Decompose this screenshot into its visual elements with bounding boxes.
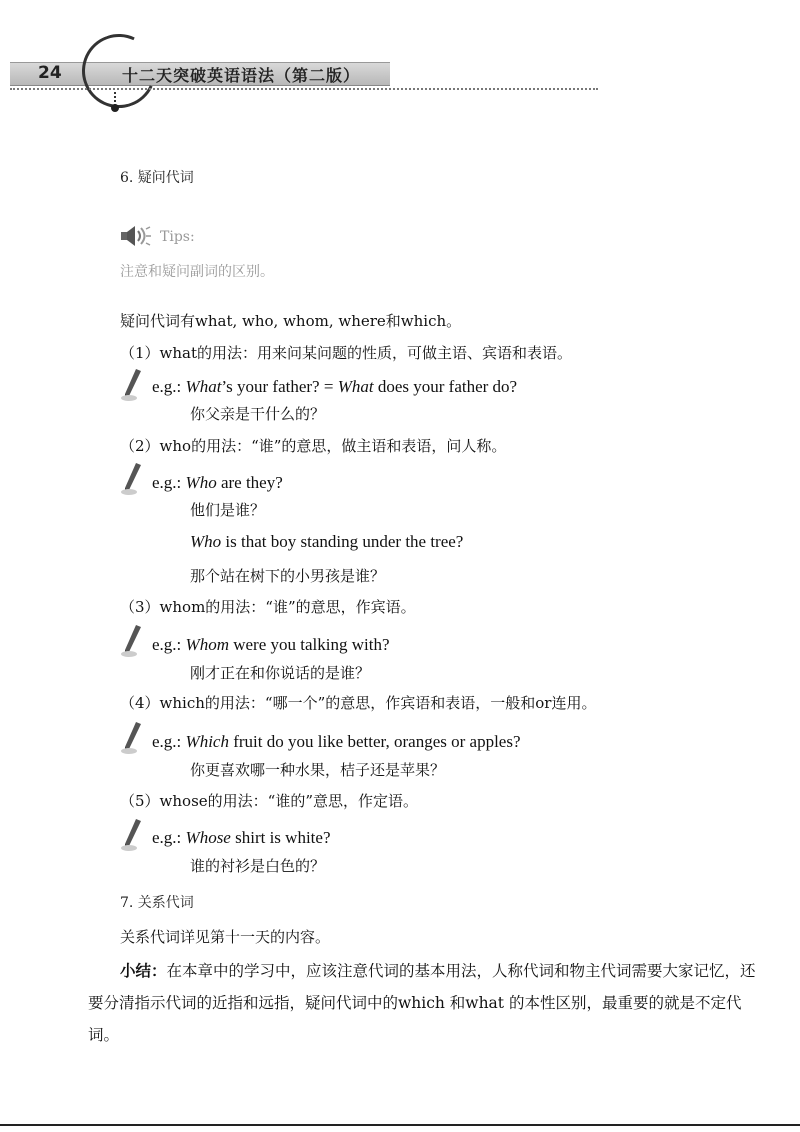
speaker-icon — [119, 224, 155, 248]
summary-label: 小结： — [120, 961, 167, 980]
item-1-label: （1）what的用法：用来问某问题的性质，可做主语、宾语和表语。 — [120, 344, 573, 362]
example-sentence: Who is that boy standing under the tree? — [190, 532, 464, 551]
section-7-text: 关系代词详见第十一天的内容。 — [120, 928, 331, 946]
item-4-label: （4）which的用法：“哪一个”的意思，作宾语和表语，一般和or连用。 — [120, 694, 597, 712]
header-dotted-rule — [10, 88, 598, 90]
pencil-icon — [120, 462, 144, 496]
footer-rule — [0, 1124, 800, 1126]
example-sentence: e.g.: Which fruit do you like better, oranges or apples? — [152, 732, 521, 751]
example-translation: 谁的衬衫是白色的？ — [190, 857, 326, 875]
section-6-intro: 疑问代词有what, who, whom, where和which。 — [120, 312, 462, 330]
example-translation: 他们是谁？ — [190, 501, 266, 519]
item-5-label: （5）whose的用法：“谁的”意思，作定语。 — [120, 792, 418, 810]
pencil-icon — [120, 721, 144, 755]
example-translation: 你父亲是干什么的？ — [190, 405, 326, 423]
page-number: 24 — [38, 63, 62, 83]
example-sentence: e.g.: What’s your father? = What does your father do? — [152, 377, 518, 396]
summary-text: 在本章中的学习中，应该注意代词的基本用法，人称代词和物主代词需要大家记忆，还要分清指示代词的近指和远指，疑问代词中的which 和what 的本性区别，最重要的就是不定代词。 — [88, 962, 756, 1044]
example-translation: 刚才正在和你说话的是谁？ — [190, 664, 371, 682]
pencil-icon — [120, 368, 144, 402]
summary-paragraph — [88, 955, 768, 1051]
example-translation: 那个站在树下的小男孩是谁？ — [190, 567, 386, 585]
example-sentence: e.g.: Whom were you talking with? — [152, 635, 390, 654]
tips-label: Tips: — [160, 229, 195, 245]
section-7-heading: 7. 关系代词 — [120, 895, 194, 911]
item-2-label: （2）who的用法：“谁”的意思，做主语和表语，问人称。 — [120, 437, 507, 455]
pencil-icon — [120, 818, 144, 852]
section-6-heading: 6. 疑问代词 — [120, 170, 194, 186]
header-dot-decoration — [111, 104, 119, 112]
item-3-label: （3）whom的用法：“谁”的意思，作宾语。 — [120, 598, 416, 616]
example-sentence: e.g.: Whose shirt is white? — [152, 828, 331, 847]
example-sentence: e.g.: Who are they? — [152, 473, 283, 492]
pencil-icon — [120, 624, 144, 658]
tips-text: 注意和疑问副词的区别。 — [120, 264, 274, 280]
book-title: 十二天突破英语语法（第二版） — [122, 66, 361, 85]
example-translation: 你更喜欢哪一种水果，桔子还是苹果？ — [190, 761, 446, 779]
